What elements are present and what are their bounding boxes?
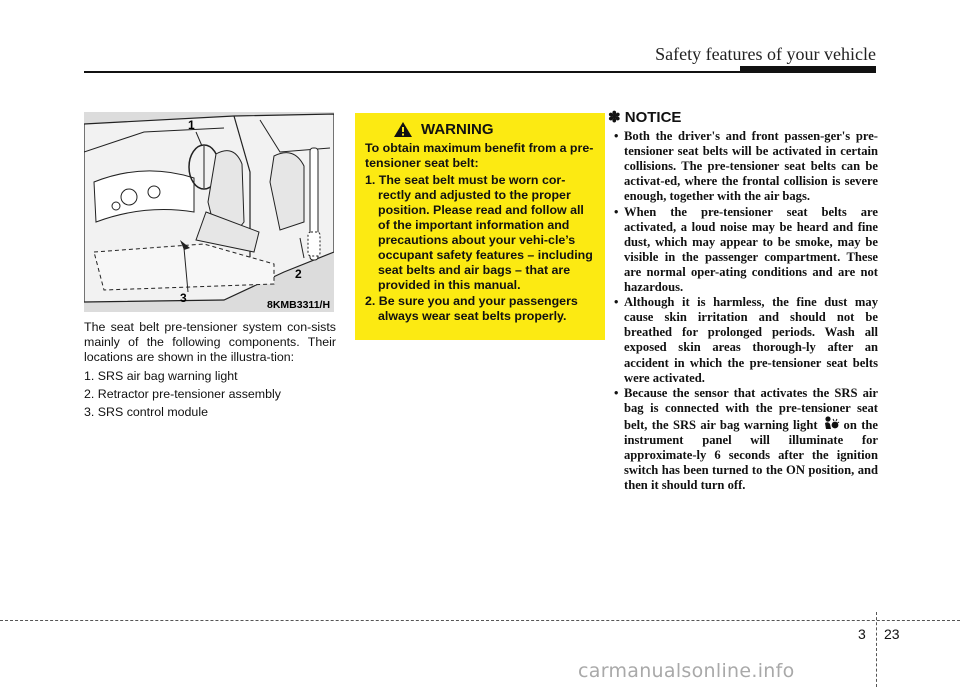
chapter-number: 3 (858, 626, 866, 642)
warning-list (365, 173, 597, 324)
notice-item: • Because the sensor that activates the SRS air bag is connected with the pre-tensioner seat belt, the SRS air bag warning light on the instrument panel will illuminate for approximate-ly 6 seconds after the ignition switch has been turned to the ON position, and then it should turn off. (614, 385, 878, 493)
notice-item: • Both the driver's and front passen-ger's pre-tensioner seat belts will be activated in certain collisions. The pre-tensioner seat belts can be activat-ed, where the frontal collision is severe enough, together with the air bags. (614, 129, 878, 204)
callout-1: 1 (188, 118, 195, 132)
notice-list (608, 129, 878, 493)
callout-2: 2 (295, 267, 302, 281)
warning-triangle-icon (393, 121, 413, 138)
page-number: 23 (884, 626, 900, 642)
footer-rule (0, 620, 960, 621)
notice-item: • Although it is harmless, the fine dust may cause skin irritation and should not be breathed for prolonged periods. Wash all exposed skin areas thorough-ly after an accident in which the pre-tensioner seat belts were activated. (614, 295, 878, 385)
warning-item: 2. Be sure you and your passengers always wear seat belts properly. (365, 294, 578, 323)
notice-title: NOTICE (624, 109, 682, 126)
footer-divider (876, 612, 877, 687)
header-rule (84, 71, 876, 73)
pretensioner-illustration (84, 112, 334, 312)
warning-title: WARNING (421, 121, 494, 138)
component-list (84, 369, 336, 420)
intro-paragraph: The seat belt pre-tensioner system con-sists mainly of the following components. Their locations are shown in the illustra-tion: (84, 320, 336, 364)
notice-column (608, 110, 878, 493)
illustration-code: 8KMB3311/H (267, 299, 331, 311)
watermark: carmanualsonline.info (578, 660, 795, 682)
warning-item: 1. The seat belt must be worn cor-rectly and adjusted to the proper position. Please read and follow all of the important information and precautions about your vehi-cle’s occupant safety features – including seat belts and air bags – that are provided in this manual. (365, 173, 593, 292)
callout-3: 3 (180, 291, 187, 305)
section-title: Safety features of your vehicle (655, 44, 876, 64)
notice-heading (608, 110, 878, 125)
car-interior-drawing (84, 112, 334, 312)
intro-column (84, 320, 336, 423)
component-item: 2. Retractor pre-tensioner assembly (84, 387, 281, 401)
notice-symbol: ✽ (608, 109, 621, 126)
component-item: 3. SRS control module (84, 405, 208, 419)
warning-header (393, 121, 597, 138)
notice-item: • When the pre-tensioner seat belts are activated, a loud noise may be heard and fine dust, which may appear to be smoke, may be visible in the passenger compartment. These are normal oper-ating conditions and are not hazardous. (614, 204, 878, 295)
airbag-warning-light-icon (822, 416, 840, 432)
warning-box (355, 113, 605, 340)
header-tab-bar (740, 66, 876, 71)
component-item: 1. SRS air bag warning light (84, 369, 238, 383)
warning-intro: To obtain maximum benefit from a pre-tensioner seat belt: (365, 141, 594, 170)
